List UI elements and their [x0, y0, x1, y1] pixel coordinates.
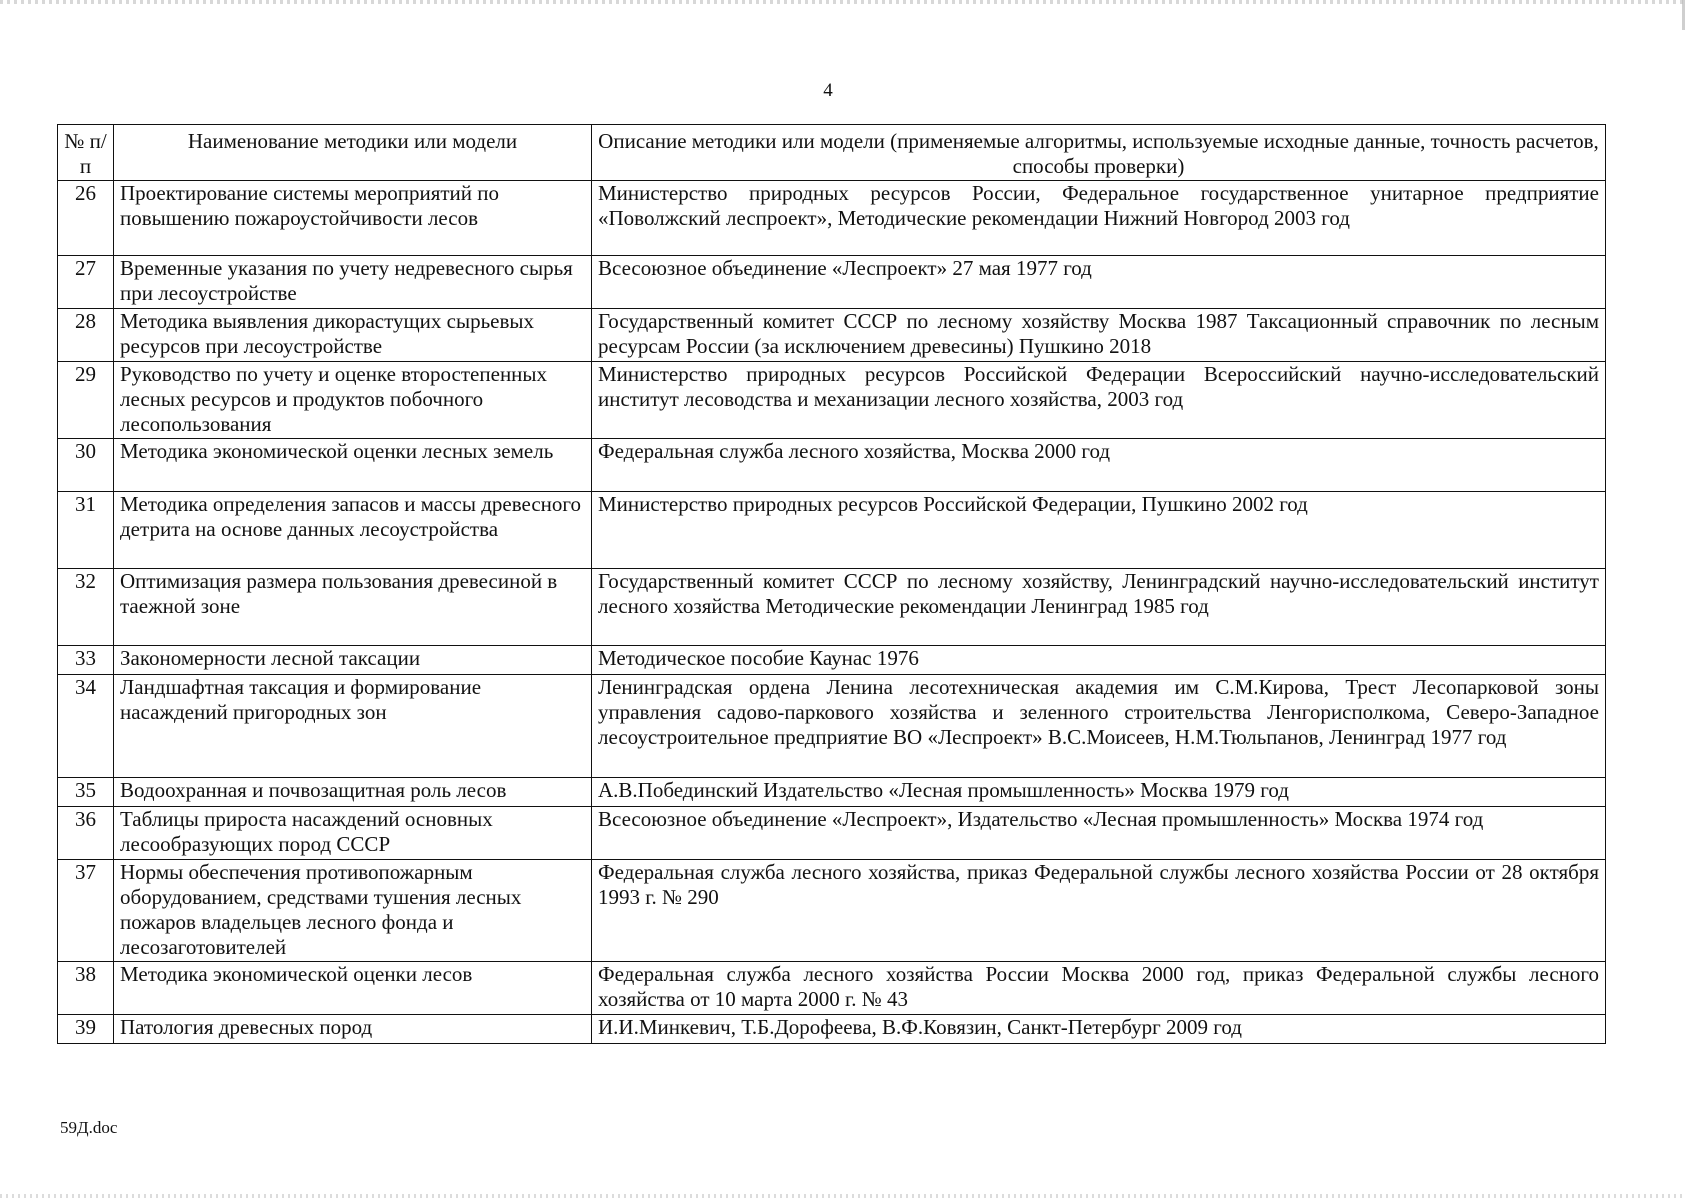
method-name: Временные указания по учету недревесного сырья при лесоустройстве — [114, 256, 592, 309]
method-name: Методика выявления дикорастущих сырьевых ресурсов при лесоустройстве — [114, 309, 592, 362]
table-row — [58, 778, 1606, 807]
row-number: 31 — [58, 492, 114, 569]
table-row — [58, 439, 1606, 492]
scan-edge-top — [0, 0, 1686, 4]
footer-document-name: 59Д.doc — [60, 1118, 118, 1137]
row-number: 28 — [58, 309, 114, 362]
row-number: 37 — [58, 860, 114, 962]
method-name: Ландшафтная таксация и формирование насаждений пригородных зон — [114, 675, 592, 778]
method-description: Методическое пособие Каунас 1976 — [592, 646, 1606, 675]
header-method-description: Описание методики или модели (применяемые алгоритмы, используемые исходные данные, точность расчетов, способы проверки) — [592, 125, 1606, 181]
method-description: Ленинградская ордена Ленина лесотехническая академия им С.М.Кирова, Трест Лесопарковой зоны управления садово-паркового хозяйства и зеленного строительства Ленгорисполкома, Северо-Западное лесоустроительное предприятие ВО «Леспроект» В.С.Моисеев, Н.М.Тюльпанов, Ленинград 1977 год — [592, 675, 1606, 778]
method-description: Федеральная служба лесного хозяйства, Москва 2000 год — [592, 439, 1606, 492]
method-name: Оптимизация размера пользования древесиной в таежной зоне — [114, 569, 592, 646]
header-number: № п/п — [58, 125, 114, 181]
method-name: Методика определения запасов и массы древесного детрита на основе данных лесоустройства — [114, 492, 592, 569]
row-number: 39 — [58, 1015, 114, 1044]
table-header — [58, 125, 1606, 181]
header-row — [58, 125, 1606, 181]
scan-edge-bottom — [0, 1194, 1686, 1198]
method-description: Всесоюзное объединение «Леспроект» 27 мая 1977 год — [592, 256, 1606, 309]
row-number: 30 — [58, 439, 114, 492]
row-number: 26 — [58, 181, 114, 256]
row-number: 38 — [58, 962, 114, 1015]
method-description: Министерство природных ресурсов Российской Федерации, Пушкино 2002 год — [592, 492, 1606, 569]
table-body — [58, 181, 1606, 1044]
row-number: 34 — [58, 675, 114, 778]
row-number: 33 — [58, 646, 114, 675]
table-row — [58, 569, 1606, 646]
method-description: Всесоюзное объединение «Леспроект», Издательство «Лесная промышленность» Москва 1974 год — [592, 807, 1606, 860]
table-row — [58, 492, 1606, 569]
table-row — [58, 256, 1606, 309]
table-row — [58, 181, 1606, 256]
method-name: Нормы обеспечения противопожарным оборудованием, средствами тушения лесных пожаров владельцев лесного фонда и лесозаготовителей — [114, 860, 592, 962]
row-number: 32 — [58, 569, 114, 646]
method-name: Руководство по учету и оценке второстепенных лесных ресурсов и продуктов побочного лесопользования — [114, 362, 592, 439]
method-description: Федеральная служба лесного хозяйства, приказ Федеральной службы лесного хозяйства России от 28 октября 1993 г. № 290 — [592, 860, 1606, 962]
method-name: Методика экономической оценки лесных земель — [114, 439, 592, 492]
table-row — [58, 675, 1606, 778]
table-row — [58, 962, 1606, 1015]
method-description: Государственный комитет СССР по лесному хозяйству, Ленинградский научно-исследовательский институт лесного хозяйства Методические рекомендации Ленинград 1985 год — [592, 569, 1606, 646]
method-name: Патология древесных пород — [114, 1015, 592, 1044]
methods-table — [57, 124, 1606, 1044]
table-row — [58, 362, 1606, 439]
method-name: Таблицы прироста насаждений основных лесообразующих пород СССР — [114, 807, 592, 860]
method-name: Проектирование системы мероприятий по повышению пожароустойчивости лесов — [114, 181, 592, 256]
method-description: И.И.Минкевич, Т.Б.Дорофеева, В.Ф.Ковязин, Санкт-Петербург 2009 год — [592, 1015, 1606, 1044]
method-description: Федеральная служба лесного хозяйства России Москва 2000 год, приказ Федеральной службы лесного хозяйства от 10 марта 2000 г. № 43 — [592, 962, 1606, 1015]
method-description: Государственный комитет СССР по лесному хозяйству Москва 1987 Таксационный справочник по лесным ресурсам России (за исключением древесины) Пушкино 2018 — [592, 309, 1606, 362]
method-name: Водоохранная и почвозащитная роль лесов — [114, 778, 592, 807]
scan-edge-right — [1682, 0, 1685, 30]
row-number: 29 — [58, 362, 114, 439]
table-row — [58, 807, 1606, 860]
table-row — [58, 309, 1606, 362]
row-number: 27 — [58, 256, 114, 309]
header-method-name: Наименование методики или модели — [114, 125, 592, 181]
page-number: 4 — [823, 80, 833, 101]
method-description: Министерство природных ресурсов Российской Федерации Всероссийский научно-исследовательский институт лесоводства и механизации лесного хозяйства, 2003 год — [592, 362, 1606, 439]
method-name: Закономерности лесной таксации — [114, 646, 592, 675]
row-number: 36 — [58, 807, 114, 860]
table-row — [58, 860, 1606, 962]
method-name: Методика экономической оценки лесов — [114, 962, 592, 1015]
table-row — [58, 1015, 1606, 1044]
table-row — [58, 646, 1606, 675]
method-description: А.В.Побединский Издательство «Лесная промышленность» Москва 1979 год — [592, 778, 1606, 807]
row-number: 35 — [58, 778, 114, 807]
method-description: Министерство природных ресурсов России, Федеральное государственное унитарное предприятие «Поволжский леспроект», Методические рекомендации Нижний Новгород 2003 год — [592, 181, 1606, 256]
